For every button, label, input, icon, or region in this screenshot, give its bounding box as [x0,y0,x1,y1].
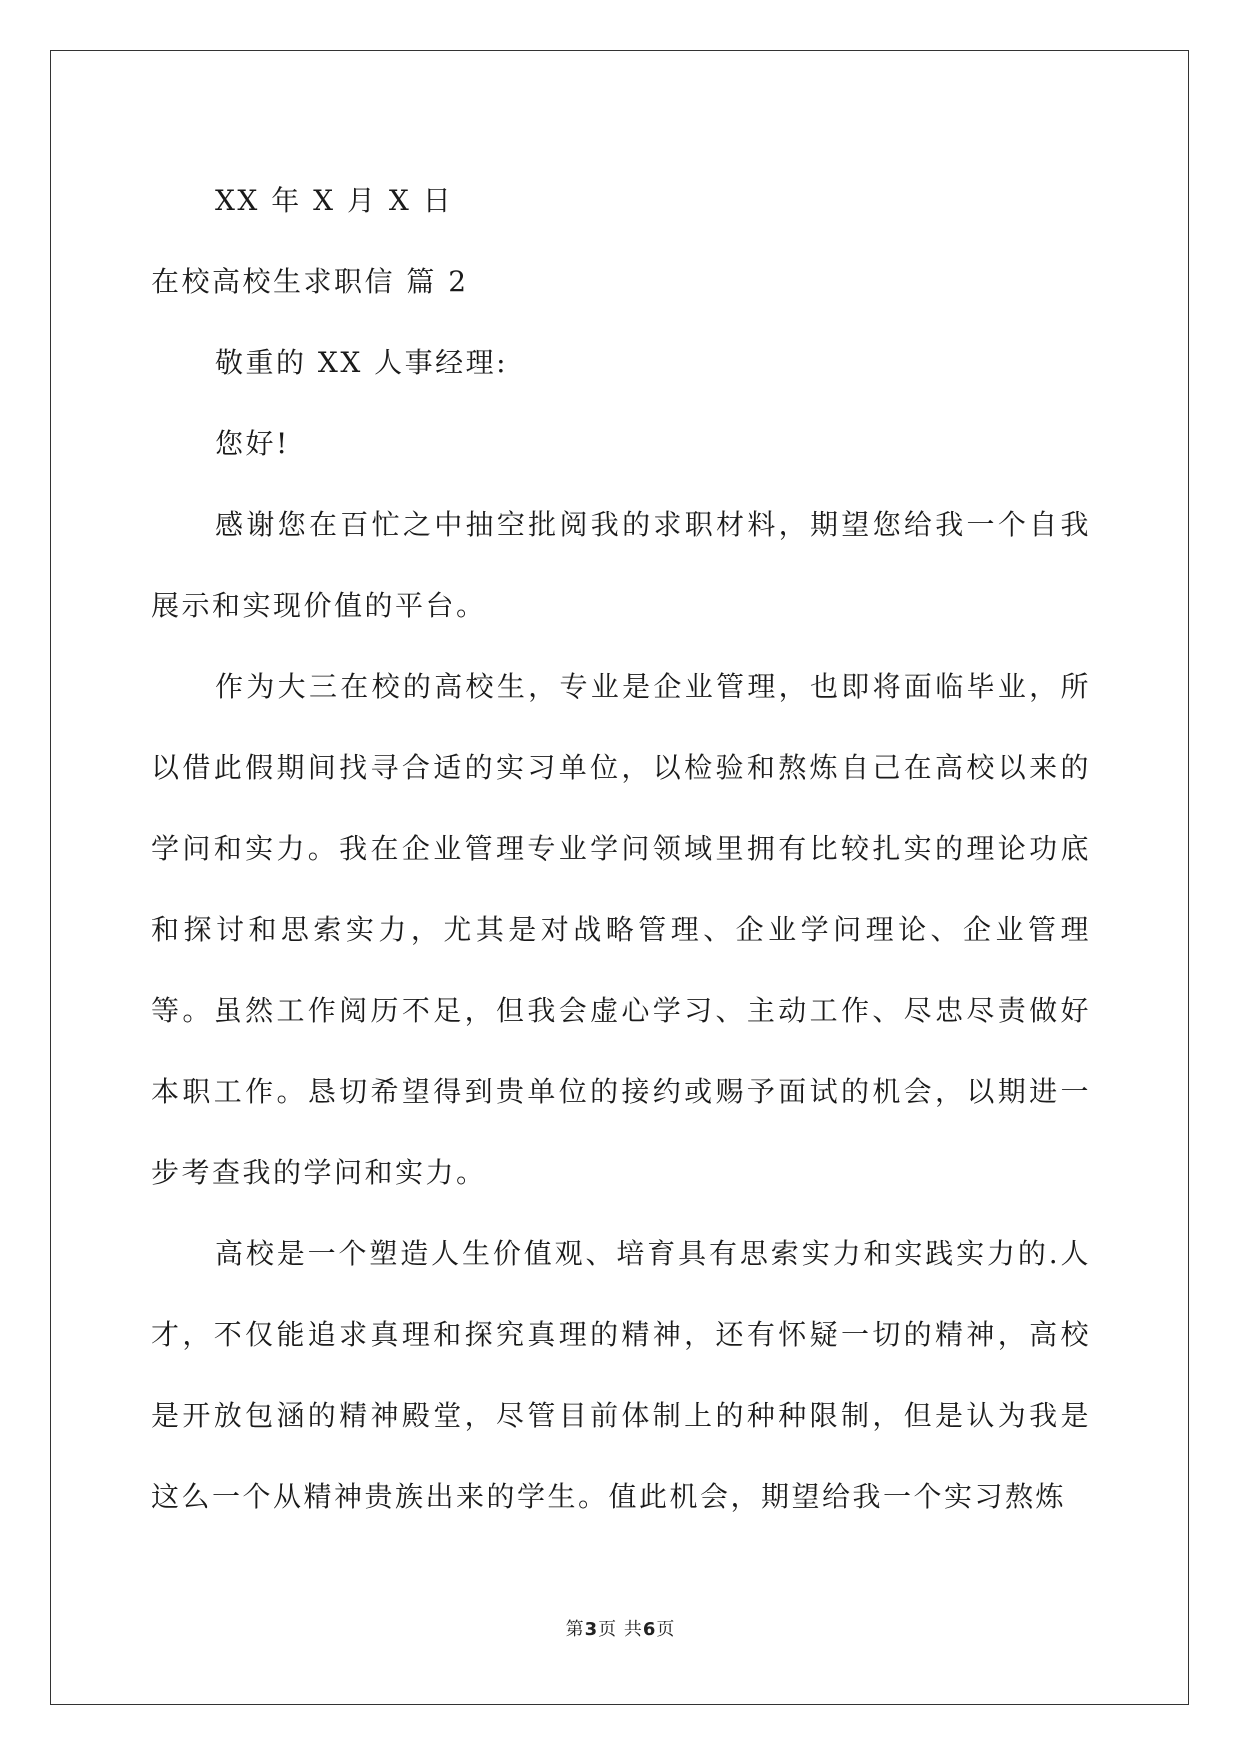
current-page-number: 3 [584,1619,599,1640]
document-body [151,160,1091,1537]
page-prefix: 第 [565,1619,585,1640]
page-suffix: 页 [656,1619,676,1640]
salutation: 敬重的 XX 人事经理: [215,346,509,379]
section-title: 在校高校生求职信 篇 2 [151,265,469,298]
paragraph-2: 作为大三在校的高校生，专业是企业管理，也即将面临毕业，所以借此假期间找寻合适的实习单位，以检验和熬炼自己在高校以来的学问和实力。我在企业管理专业学问领域里拥有比较扎实的理论功底和探讨和思索实力，尤其是对战略管理、企业学问理论、企业管理等。虽然工作阅历不足，但我会虚心学习、主动工作、尽忠尽责做好本职工作。恳切希望得到贵单位的接约或赐予面试的机会，以期进一步考查我的学问和实力。 [151,670,1091,1189]
page-mid-text: 页 共 [598,1619,643,1640]
greeting: 您好! [215,427,290,460]
page-number-footer [0,1615,1241,1641]
paragraph-3: 高校是一个塑造人生价值观、培育具有思索实力和实践实力的.人才，不仅能追求真理和探究真理的精神，还有怀疑一切的精神，高校是开放包涵的精神殿堂，尽管目前体制上的种种限制，但是认为我是这么一个从精神贵族出来的学生。值此机会，期望给我一个实习熬炼 [151,1237,1091,1513]
date-line: XX 年 X 月 X 日 [215,184,454,217]
paragraph-1: 感谢您在百忙之中抽空批阅我的求职材料，期望您给我一个自我展示和实现价值的平台。 [151,508,1091,622]
total-page-number: 6 [642,1619,657,1640]
